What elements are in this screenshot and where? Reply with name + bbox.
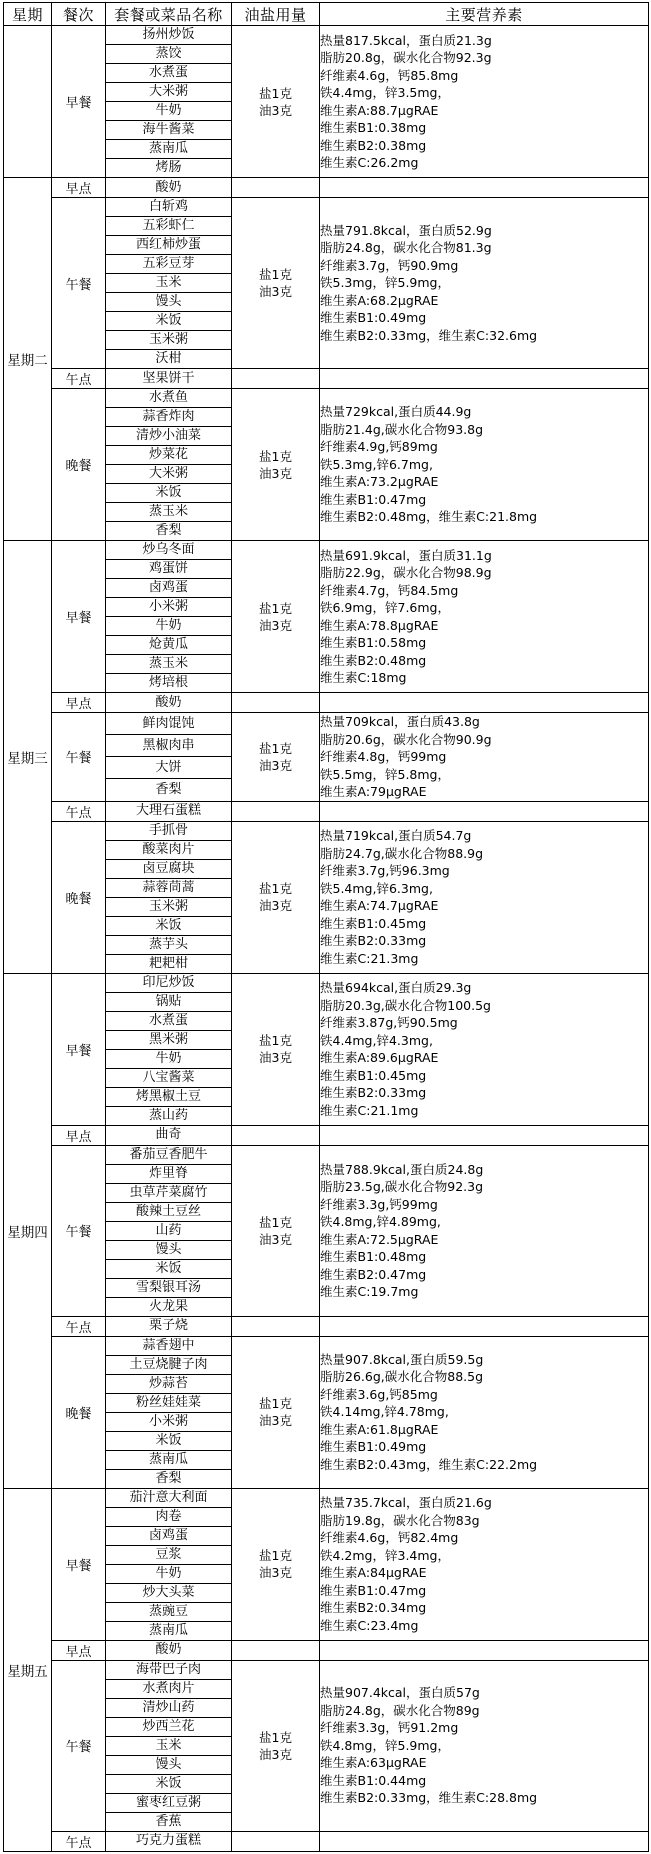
dish-name-cell: 山药 [106, 1221, 232, 1240]
nutrient-line: 维生素B1:0.45mg [320, 915, 427, 931]
nutrient-line: 维生素A:68.2μgRAE [320, 292, 439, 308]
dish-name-cell: 蒸南瓜 [106, 1621, 232, 1640]
table-row [4, 1831, 649, 1851]
dish-name-cell: 玉米 [106, 274, 232, 293]
dish-name-cell: 馒头 [106, 1755, 232, 1774]
nutrient-line: 维生素A:88.7μgRAE [320, 102, 439, 118]
nutrient-line: 热量729kcal,蛋白质44.9g [320, 404, 472, 420]
nutrient-line: 维生素B2:0.47mg [320, 1266, 427, 1282]
header-oil-salt: 油盐用量 [232, 3, 320, 26]
oil-salt-line: 盐1克 [259, 1729, 292, 1745]
nutrient-line: 纤维素4.6g，钙82.4mg [320, 1530, 459, 1545]
nutrient-line: 热量907.8kcal,蛋白质59.5g [320, 1351, 484, 1367]
header-day: 星期 [4, 3, 52, 26]
nutrient-line: 纤维素4.9g,钙89mg [320, 439, 438, 455]
dish-name-cell: 蒜香炸肉 [106, 408, 232, 427]
nutrient-line: 脂肪20.8g，碳水化合物92.3g [320, 50, 492, 65]
dish-name-cell: 茄汁意大利面 [106, 1488, 232, 1507]
meal-type-cell: 晚餐 [52, 821, 106, 973]
dish-name-cell: 清炒小油菜 [106, 427, 232, 446]
day-label-cell [4, 26, 52, 178]
dish-name-cell: 鲜肉馄饨 [106, 713, 232, 735]
meal-type-cell: 早餐 [52, 1488, 106, 1640]
oil-salt-line: 盐1克 [259, 1214, 292, 1230]
nutrient-line: 纤维素4.8g，钙99mg [320, 749, 447, 764]
nutrient-line: 维生素A:89.6μgRAE [320, 1050, 439, 1065]
nutrient-line: 铁4.4mg，锌3.5mg， [320, 85, 450, 100]
oil-salt-cell [232, 693, 320, 713]
dish-name-cell: 炒蒜苔 [106, 1374, 232, 1393]
dish-name-cell: 蒸玉米 [106, 655, 232, 674]
oil-salt-line: 油3克 [259, 102, 292, 118]
day-label-cell: 星期五 [4, 1488, 52, 1851]
day-label-cell: 星期二 [4, 178, 52, 541]
dish-name-cell: 坚果饼干 [106, 369, 232, 389]
meal-type-cell: 早点 [52, 1125, 106, 1145]
weekly-menu-table [3, 2, 649, 1852]
nutrients-cell [320, 26, 649, 178]
meal-type-cell: 晚餐 [52, 1336, 106, 1488]
meal-type-cell: 早点 [52, 693, 106, 713]
dish-name-cell: 米饭 [106, 312, 232, 331]
dish-name-cell: 牛奶 [106, 617, 232, 636]
dish-name-cell: 小米粥 [106, 1412, 232, 1431]
dish-name-cell: 土豆烧腱子肉 [106, 1355, 232, 1374]
dish-name-cell: 手抓骨 [106, 821, 232, 840]
nutrient-line: 维生素A:74.7μgRAE [320, 898, 439, 913]
table-row [4, 369, 649, 389]
nutrients-cell [320, 713, 649, 802]
dish-name-cell: 香梨 [106, 779, 232, 801]
oil-salt-cell [232, 1336, 320, 1488]
nutrient-line: 纤维素3.7g,钙96.3mg [320, 863, 450, 878]
dish-name-cell: 大米粥 [106, 83, 232, 102]
oil-salt-cell [232, 1145, 320, 1316]
dish-name-cell: 酸奶 [106, 1640, 232, 1660]
dish-name-cell: 烤肠 [106, 159, 232, 178]
nutrient-line: 热量719kcal,蛋白质54.7g [320, 828, 472, 843]
dish-name-cell: 香蕉 [106, 1812, 232, 1831]
dish-name-cell: 蒸山药 [106, 1106, 232, 1125]
table-row [4, 693, 649, 713]
table-row [4, 713, 649, 735]
dish-name-cell: 黑米粥 [106, 1030, 232, 1049]
nutrient-line: 维生素B2:0.33mg [320, 933, 427, 948]
dish-name-cell: 蒸豌豆 [106, 1602, 232, 1621]
nutrients-cell [320, 541, 649, 693]
dish-name-cell: 蒸南瓜 [106, 140, 232, 159]
oil-salt-line: 油3克 [259, 284, 292, 299]
dish-name-cell: 香梨 [106, 1469, 232, 1488]
nutrients-cell [320, 973, 649, 1125]
nutrient-line: 纤维素4.7g，钙84.5mg [320, 582, 459, 598]
dish-name-cell: 耙耙柑 [106, 954, 232, 973]
nutrient-line: 维生素B2:0.33mg [320, 1085, 427, 1100]
oil-salt-line: 油3克 [259, 1231, 292, 1247]
oil-salt-cell [232, 178, 320, 198]
meal-type-cell: 午餐 [52, 713, 106, 802]
nutrient-line: 维生素C:19.7mg [320, 1284, 419, 1299]
dish-name-cell: 西红柿炒蛋 [106, 236, 232, 255]
nutrient-line: 维生素C:18mg [320, 670, 407, 685]
nutrient-line: 热量788.9kcal,蛋白质24.8g [320, 1161, 484, 1177]
nutrient-line: 铁4.8mg,锌4.89mg, [320, 1214, 441, 1229]
dish-name-cell: 大饼 [106, 757, 232, 779]
meal-type-cell: 午点 [52, 369, 106, 389]
dish-name-cell: 酸奶 [106, 693, 232, 713]
oil-salt-cell [232, 1488, 320, 1640]
nutrient-line: 维生素B2:0.38mg [320, 137, 427, 153]
nutrient-line: 维生素B1:0.44mg [320, 1772, 427, 1788]
table-row [4, 821, 649, 840]
oil-salt-cell [232, 1125, 320, 1145]
dish-name-cell: 蒜香翅中 [106, 1336, 232, 1355]
oil-salt-line: 盐1克 [259, 267, 292, 282]
nutrient-line: 铁4.8mg，锌5.9mg， [320, 1737, 450, 1753]
nutrient-line: 脂肪21.4g,碳水化合物93.8g [320, 421, 484, 437]
nutrient-line: 热量709kcal，蛋白质43.8g [320, 714, 480, 729]
nutrient-line: 维生素B1:0.48mg [320, 1249, 427, 1264]
dish-name-cell: 蒜蓉茼蒿 [106, 878, 232, 897]
meal-type-cell: 早点 [52, 178, 106, 198]
table-row [4, 1125, 649, 1145]
nutrient-line: 维生素B1:0.45mg [320, 1067, 427, 1083]
nutrient-line: 维生素A:73.2μgRAE [320, 474, 439, 490]
nutrient-line: 维生素B2:0.48mg，维生素C:21.8mg [320, 509, 538, 525]
nutrient-line: 脂肪24.7g,碳水化合物88.9g [320, 845, 484, 861]
dish-name-cell: 牛奶 [106, 1049, 232, 1068]
dish-name-cell: 番茄豆香肥牛 [106, 1145, 232, 1164]
dish-name-cell: 卤鸡蛋 [106, 579, 232, 598]
dish-name-cell: 豆浆 [106, 1545, 232, 1564]
nutrients-cell [320, 801, 649, 821]
dish-name-cell: 粉丝娃娃菜 [106, 1393, 232, 1412]
nutrients-cell [320, 389, 649, 541]
dish-name-cell: 清炒山药 [106, 1698, 232, 1717]
meal-type-cell: 午点 [52, 1831, 106, 1851]
oil-salt-line: 盐1克 [259, 1548, 292, 1563]
dish-name-cell: 肉卷 [106, 1507, 232, 1526]
nutrient-line: 脂肪24.8g，碳水化合物81.3g [320, 240, 492, 256]
header-row [4, 3, 649, 26]
oil-salt-cell [232, 369, 320, 389]
nutrient-line: 维生素A:63μgRAE [320, 1755, 427, 1771]
nutrient-line: 热量791.8kcal，蛋白质52.9g [320, 222, 492, 238]
dish-name-cell: 馒头 [106, 293, 232, 312]
oil-salt-cell [232, 1660, 320, 1831]
dish-name-cell: 蒸玉米 [106, 503, 232, 522]
nutrient-line: 维生素B1:0.47mg [320, 491, 427, 507]
nutrients-cell [320, 1640, 649, 1660]
oil-salt-cell [232, 973, 320, 1125]
dish-name-cell: 大米粥 [106, 465, 232, 484]
dish-name-cell: 巧克力蛋糕 [106, 1831, 232, 1851]
nutrients-cell [320, 1336, 649, 1488]
nutrient-line: 纤维素3.6g,钙85mg [320, 1386, 438, 1402]
table-row [4, 1336, 649, 1355]
table-row [4, 1145, 649, 1164]
dish-name-cell: 海带巴子肉 [106, 1660, 232, 1679]
oil-salt-line: 盐1克 [259, 881, 292, 896]
table-row [4, 1488, 649, 1507]
dish-name-cell: 蒸南瓜 [106, 1450, 232, 1469]
nutrients-cell [320, 693, 649, 713]
table-row [4, 1316, 649, 1336]
nutrient-line: 维生素B1:0.49mg [320, 1439, 427, 1455]
dish-name-cell: 蒸芋头 [106, 935, 232, 954]
dish-name-cell: 米饭 [106, 1774, 232, 1793]
table-row [4, 973, 649, 992]
table-header [4, 3, 649, 26]
dish-name-cell: 扬州炒饭 [106, 26, 232, 45]
header-dish: 套餐或菜品名称 [106, 3, 232, 26]
nutrient-line: 维生素A:78.8μgRAE [320, 617, 439, 633]
oil-salt-cell [232, 389, 320, 541]
dish-name-cell: 烤培根 [106, 674, 232, 693]
oil-salt-line: 油3克 [259, 617, 292, 633]
nutrient-line: 脂肪24.8g，碳水化合物89g [320, 1702, 480, 1718]
nutrients-cell [320, 1831, 649, 1851]
dish-name-cell: 五彩豆芽 [106, 255, 232, 274]
nutrient-line: 脂肪22.9g，碳水化合物98.9g [320, 565, 492, 580]
meal-type-cell: 午点 [52, 801, 106, 821]
nutrient-line: 纤维素3.3g，钙91.2mg [320, 1720, 459, 1736]
oil-salt-line: 油3克 [259, 465, 292, 481]
nutrient-line: 脂肪23.5g,碳水化合物92.3g [320, 1179, 484, 1194]
nutrient-line: 纤维素3.87g,钙90.5mg [320, 1015, 458, 1030]
table-row [4, 198, 649, 217]
dish-name-cell: 玉米 [106, 1736, 232, 1755]
nutrient-line: 铁6.9mg，锌7.6mg， [320, 600, 450, 615]
oil-salt-line: 油3克 [259, 1050, 292, 1065]
nutrients-cell [320, 1316, 649, 1336]
nutrients-cell [320, 1145, 649, 1316]
nutrient-line: 维生素B2:0.33mg，维生素C:32.6mg [320, 327, 538, 343]
oil-salt-cell [232, 1316, 320, 1336]
meal-type-cell: 晚餐 [52, 389, 106, 541]
oil-salt-line: 盐1克 [259, 740, 292, 756]
dish-name-cell: 八宝酱菜 [106, 1068, 232, 1087]
nutrient-line: 维生素B2:0.43mg，维生素C:22.2mg [320, 1456, 538, 1472]
nutrients-cell [320, 821, 649, 973]
oil-salt-line: 盐1克 [259, 448, 292, 464]
dish-name-cell: 米饭 [106, 1259, 232, 1278]
dish-name-cell: 锅贴 [106, 992, 232, 1011]
nutrient-line: 纤维素3.3g,钙99mg [320, 1196, 438, 1212]
dish-name-cell: 海牛酱菜 [106, 121, 232, 140]
nutrient-line: 维生素C:26.2mg [320, 155, 419, 170]
meal-type-cell: 早餐 [52, 26, 106, 178]
dish-name-cell: 牛奶 [106, 1564, 232, 1583]
nutrients-cell [320, 1488, 649, 1640]
nutrient-line: 铁5.4mg,锌6.3mg, [320, 880, 433, 896]
oil-salt-cell [232, 713, 320, 802]
dish-name-cell: 沃柑 [106, 350, 232, 369]
nutrient-line: 维生素C:21.1mg [320, 1102, 419, 1118]
nutrient-line: 维生素A:84μgRAE [320, 1565, 427, 1580]
nutrient-line: 铁5.5mg，锌5.8mg， [320, 766, 450, 782]
nutrient-line: 纤维素4.6g，钙85.8mg [320, 67, 459, 83]
nutrient-line: 纤维素3.7g，钙90.9mg [320, 257, 459, 273]
dish-name-cell: 炒西兰花 [106, 1717, 232, 1736]
dish-name-cell: 小米粥 [106, 598, 232, 617]
dish-name-cell: 印尼炒饭 [106, 973, 232, 992]
oil-salt-line: 盐1克 [259, 600, 292, 616]
oil-salt-cell [232, 801, 320, 821]
dish-name-cell: 米饭 [106, 916, 232, 935]
table-row [4, 389, 649, 408]
meal-type-cell: 午餐 [52, 198, 106, 369]
dish-name-cell: 炒大头菜 [106, 1583, 232, 1602]
nutrient-line: 维生素A:79μgRAE [320, 784, 427, 799]
nutrient-line: 维生素C:23.4mg [320, 1617, 419, 1633]
table-row [4, 801, 649, 821]
dish-name-cell: 玉米粥 [106, 897, 232, 916]
oil-salt-cell [232, 1831, 320, 1851]
table-row [4, 541, 649, 560]
oil-salt-cell [232, 1640, 320, 1660]
nutrients-cell [320, 1125, 649, 1145]
nutrient-line: 维生素B2:0.34mg [320, 1600, 427, 1615]
nutrient-line: 铁5.3mg,锌6.7mg, [320, 456, 433, 472]
oil-salt-cell [232, 198, 320, 369]
nutrient-line: 维生素B1:0.49mg [320, 310, 427, 326]
dish-name-cell: 酸辣土豆丝 [106, 1202, 232, 1221]
dish-name-cell: 水煮蛋 [106, 1011, 232, 1030]
table-body [4, 26, 649, 1852]
oil-salt-line: 油3克 [259, 1413, 292, 1428]
oil-salt-line: 盐1克 [259, 1033, 292, 1048]
dish-name-cell: 米饭 [106, 484, 232, 503]
nutrient-line: 热量817.5kcal，蛋白质21.3g [320, 32, 492, 48]
nutrient-line: 铁4.14mg,锌4.78mg, [320, 1404, 449, 1420]
dish-name-cell: 虫草芹菜腐竹 [106, 1183, 232, 1202]
oil-salt-cell [232, 821, 320, 973]
dish-name-cell: 馒头 [106, 1240, 232, 1259]
oil-salt-line: 油3克 [259, 757, 292, 773]
dish-name-cell: 水煮鱼 [106, 389, 232, 408]
dish-name-cell: 火龙果 [106, 1297, 232, 1316]
meal-type-cell: 早点 [52, 1640, 106, 1660]
nutrient-line: 热量735.7kcal，蛋白质21.6g [320, 1495, 492, 1510]
dish-name-cell: 香梨 [106, 522, 232, 541]
dish-name-cell: 米饭 [106, 1431, 232, 1450]
dish-name-cell: 蜜枣红豆粥 [106, 1793, 232, 1812]
dish-name-cell: 牛奶 [106, 102, 232, 121]
dish-name-cell: 蒸饺 [106, 45, 232, 64]
oil-salt-cell [232, 26, 320, 178]
dish-name-cell: 卤鸡蛋 [106, 1526, 232, 1545]
dish-name-cell: 白斩鸡 [106, 198, 232, 217]
nutrient-line: 铁5.3mg，锌5.9mg， [320, 275, 450, 291]
dish-name-cell: 大理石蛋糕 [106, 801, 232, 821]
oil-salt-line: 油3克 [259, 1565, 292, 1580]
meal-type-cell: 午餐 [52, 1145, 106, 1316]
dish-name-cell: 水煮蛋 [106, 64, 232, 83]
nutrient-line: 维生素B1:0.38mg [320, 120, 427, 135]
nutrient-line: 脂肪26.6g,碳水化合物88.5g [320, 1369, 484, 1385]
nutrient-line: 脂肪19.8g，碳水化合物83g [320, 1512, 480, 1528]
oil-salt-line: 油3克 [259, 898, 292, 913]
day-label-cell: 星期三 [4, 541, 52, 974]
nutrient-line: 铁4.2mg，锌3.4mg， [320, 1547, 450, 1563]
day-label-cell: 星期四 [4, 973, 52, 1488]
nutrients-cell [320, 198, 649, 369]
dish-name-cell: 玉米粥 [106, 331, 232, 350]
nutrient-line: 维生素B2:0.48mg [320, 652, 427, 668]
nutrient-line: 热量694kcal,蛋白质29.3g [320, 980, 472, 995]
dish-name-cell: 酸奶 [106, 178, 232, 198]
table-row [4, 178, 649, 198]
table-row [4, 1640, 649, 1660]
dish-name-cell: 炒乌冬面 [106, 541, 232, 560]
nutrient-line: 脂肪20.3g,碳水化合物100.5g [320, 997, 491, 1013]
nutrient-line: 维生素A:61.8μgRAE [320, 1421, 439, 1437]
dish-name-cell: 曲奇 [106, 1125, 232, 1145]
meal-type-cell: 午点 [52, 1316, 106, 1336]
nutrient-line: 脂肪20.6g，碳水化合物90.9g [320, 731, 492, 747]
meal-type-cell: 早餐 [52, 541, 106, 693]
nutrient-line: 维生素A:72.5μgRAE [320, 1231, 439, 1247]
nutrients-cell [320, 178, 649, 198]
meal-type-cell: 午餐 [52, 1660, 106, 1831]
oil-salt-line: 盐1克 [259, 85, 292, 101]
dish-name-cell: 鸡蛋饼 [106, 560, 232, 579]
nutrient-line: 热量691.9kcal，蛋白质31.1g [320, 547, 492, 563]
oil-salt-line: 盐1克 [259, 1396, 292, 1411]
table-row [4, 26, 649, 45]
dish-name-cell: 炝黄瓜 [106, 636, 232, 655]
dish-name-cell: 烤黑椒土豆 [106, 1087, 232, 1106]
dish-name-cell: 五彩虾仁 [106, 217, 232, 236]
dish-name-cell: 雪梨银耳汤 [106, 1278, 232, 1297]
dish-name-cell: 水煮肉片 [106, 1679, 232, 1698]
header-meal: 餐次 [52, 3, 106, 26]
nutrients-cell [320, 369, 649, 389]
dish-name-cell: 黑椒肉串 [106, 735, 232, 757]
nutrient-line: 维生素B2:0.33mg，维生素C:28.8mg [320, 1790, 538, 1806]
header-nutrients: 主要营养素 [320, 3, 649, 26]
oil-salt-cell [232, 541, 320, 693]
nutrient-line: 维生素B1:0.47mg [320, 1582, 427, 1598]
nutrient-line: 铁4.4mg,锌4.3mg, [320, 1032, 433, 1048]
oil-salt-line: 油3克 [259, 1746, 292, 1762]
nutrient-line: 维生素B1:0.58mg [320, 635, 427, 650]
dish-name-cell: 酸菜肉片 [106, 840, 232, 859]
dish-name-cell: 栗子烧 [106, 1316, 232, 1336]
dish-name-cell: 炸里脊 [106, 1164, 232, 1183]
dish-name-cell: 卤豆腐块 [106, 859, 232, 878]
table-row [4, 1660, 649, 1679]
meal-type-cell: 早餐 [52, 973, 106, 1125]
nutrient-line: 热量907.4kcal，蛋白质57g [320, 1685, 480, 1701]
nutrient-line: 维生素C:21.3mg [320, 950, 419, 966]
dish-name-cell: 炒菜花 [106, 446, 232, 465]
nutrients-cell [320, 1660, 649, 1831]
